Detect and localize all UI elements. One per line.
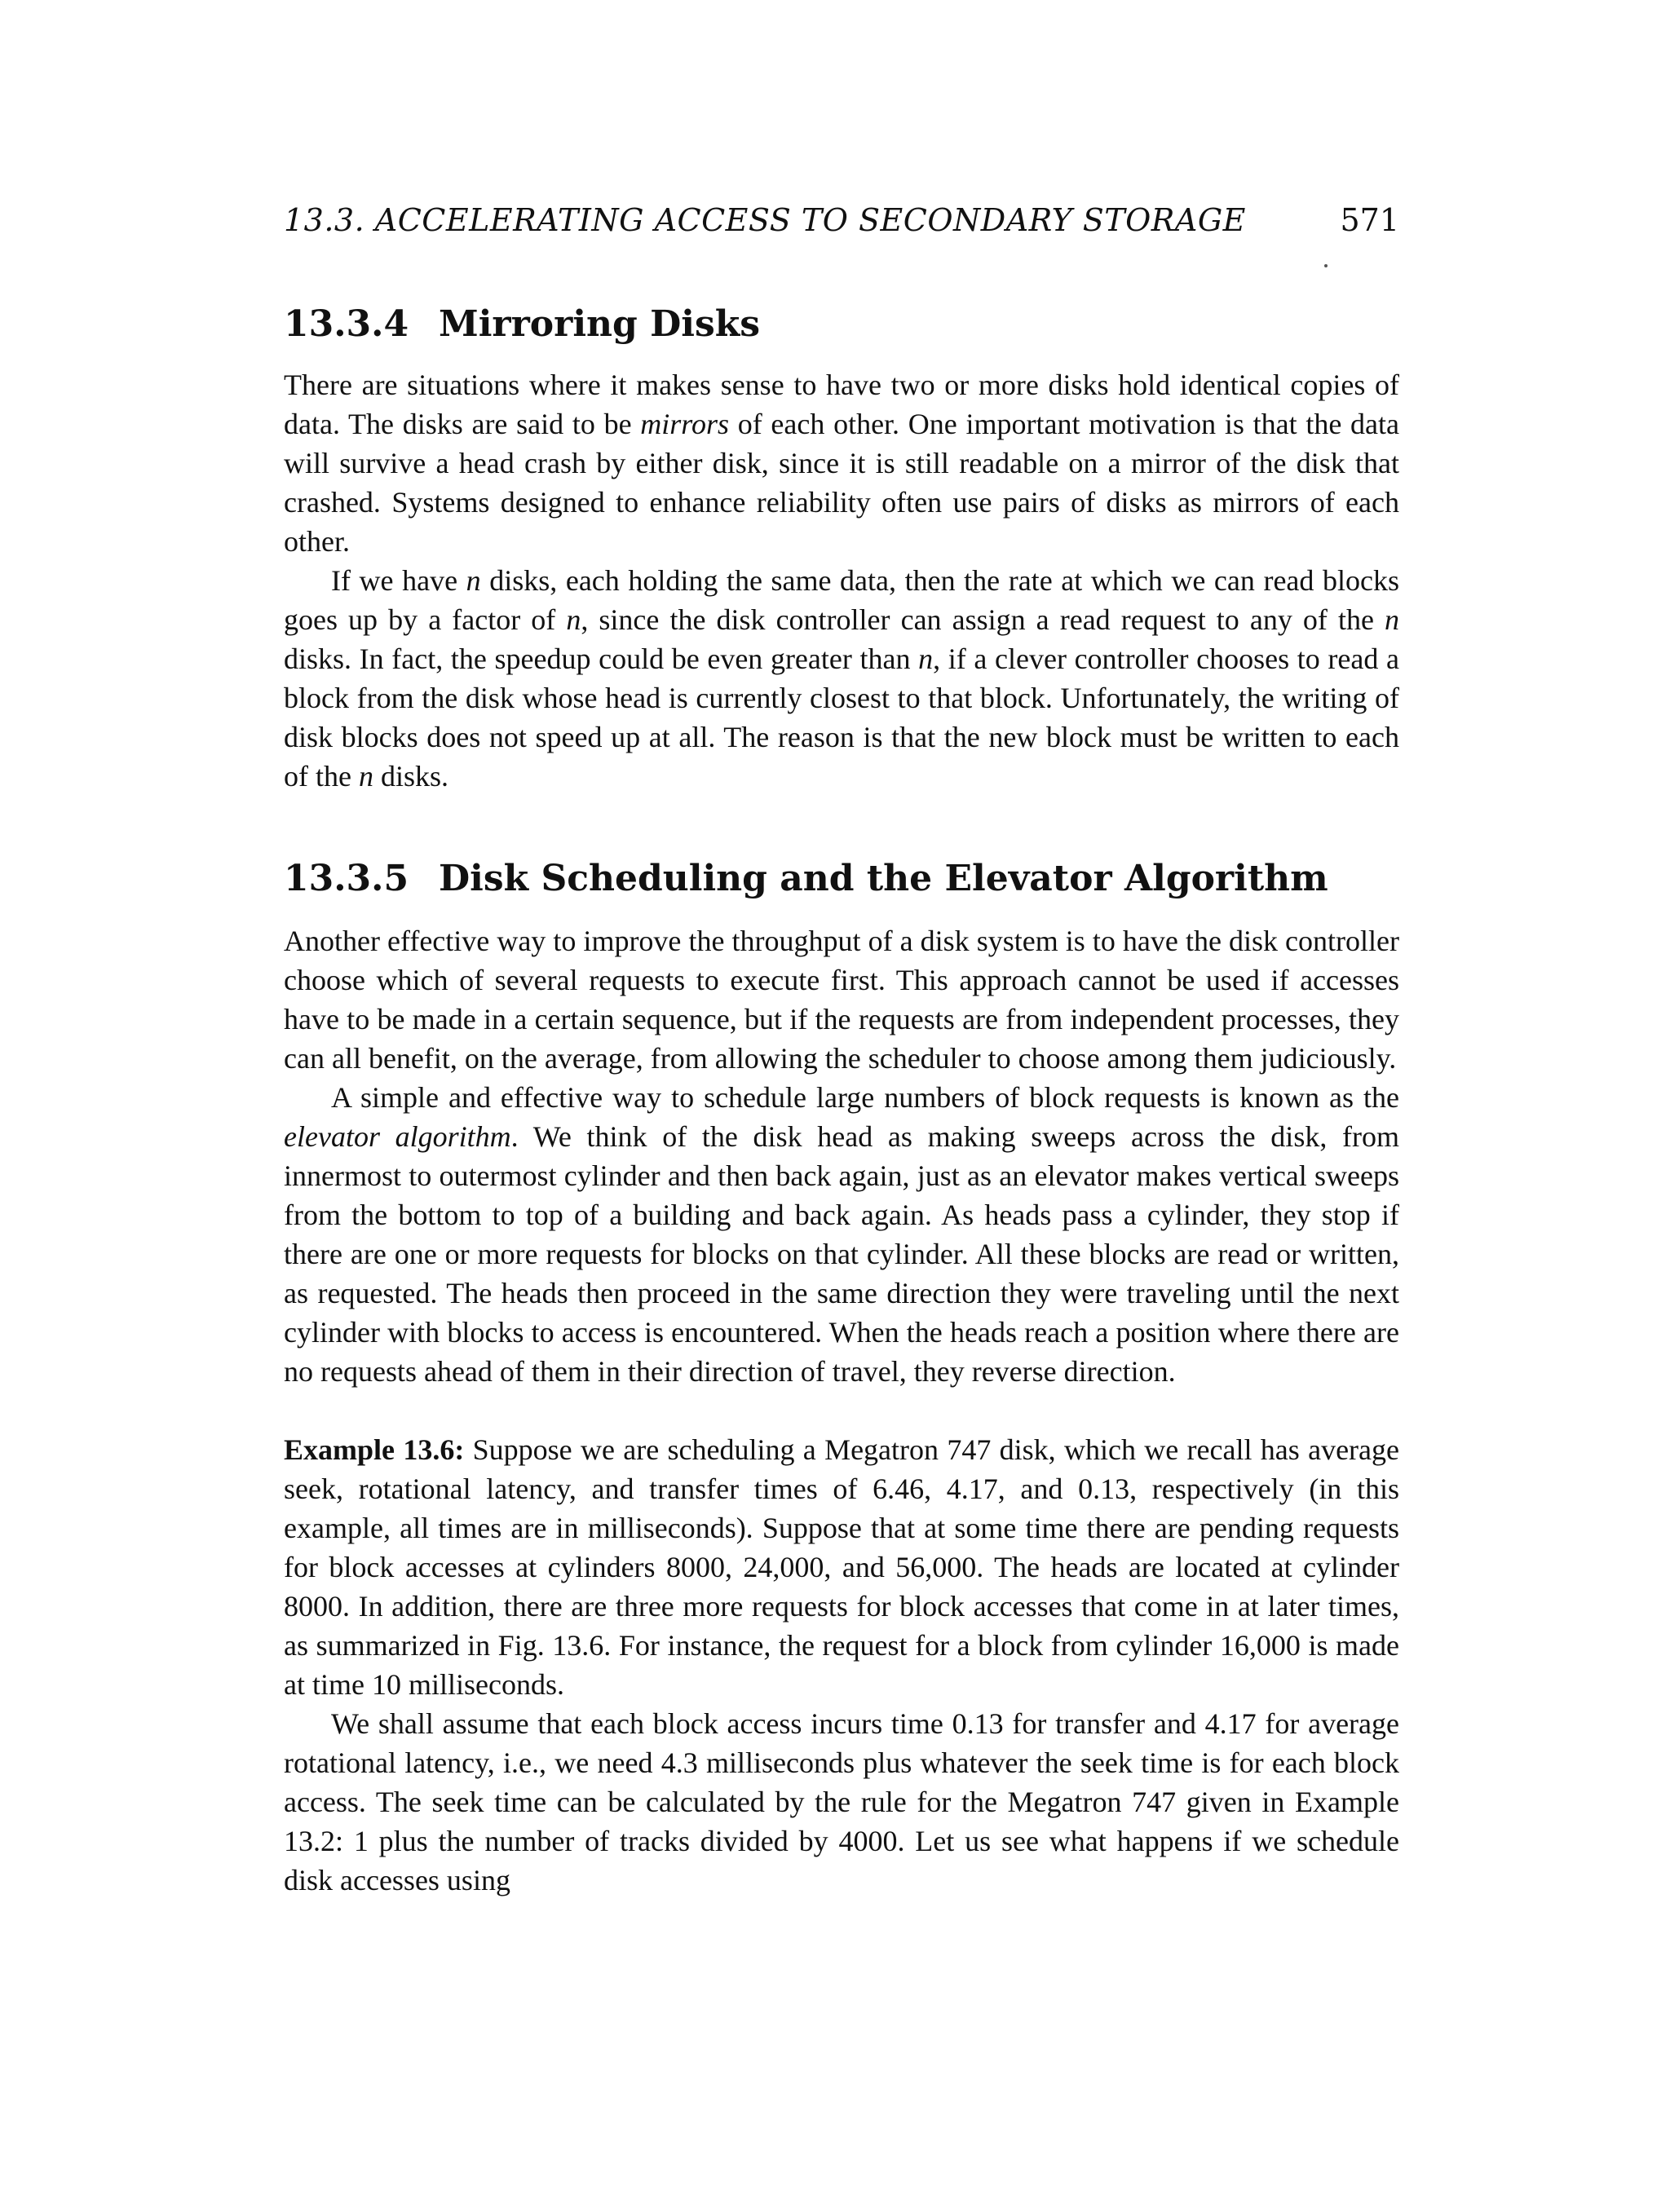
term-mirrors: mirrors xyxy=(640,408,729,440)
paragraph-elevator-algorithm: A simple and effective way to schedule large numbers of block requests is known as the elevator algorithm. We think of the disk head as making sweeps across the disk, from innermost to outermost cylinder and then back again, just as an elevator makes vertical sweeps from the bottom to top of a building and back again. As heads pass a cylinder, they stop if there are one or more requests for blocks on that cylinder. All these blocks are read or written, as requested. The heads then proceed in the same direction they were traveling until the next cylinder with blocks to access is encountered. When the heads reach a position where there are no requests ahead of them in their direction of travel, they reverse direction. xyxy=(284,1081,1400,1388)
page-number: 571 xyxy=(1340,202,1399,238)
paragraph-mirroring-intro: There are situations where it makes sense to have two or more disks hold identical copies of data. The disks are said to be mirrors of each other. One important motivation is that the data will survive a head crash by either disk, since it is still readable on a mirror of the disk that crashed. Systems designed to enhance reliability often use pairs of disks as mirrors of each other. xyxy=(284,369,1399,558)
running-head xyxy=(284,196,1399,245)
paragraph-scheduling-intro: Another effective way to improve the throughput of a disk system is to have the disk controller choose which of several requests to execute first. This approach cannot be used if accesses have to be made in a certain sequence, but if the requests are from independent processes, they can all benefit, on the average, from allowing the scheduler to choose among them judiciously. xyxy=(284,925,1399,1075)
section-heading-mirroring-disks xyxy=(284,302,1399,347)
paragraph-mirroring-speedup: If we have n disks, each holding the same data, then the rate at which we can read blocks goes up by a factor of n, since the disk controller can assign a read request to any of the n disks. In fact, the speedup could be even greater than n, if a clever controller chooses to read a block from the disk whose head is currently closest to that block. Unfortunately, the writing of disk blocks does not speed up at all. The reason is that the new block must be written to each of the n disks. xyxy=(284,564,1400,793)
term-elevator-algorithm: elevator algorithm xyxy=(284,1120,511,1153)
example-label: Example 13.6: xyxy=(284,1433,465,1466)
section-number: 13.3.5 xyxy=(284,858,409,899)
running-head-title: 13.3. ACCELERATING ACCESS TO SECONDARY STORAGE xyxy=(284,202,1246,238)
section-title: Mirroring Disks xyxy=(439,303,761,345)
scan-speck xyxy=(1324,264,1328,267)
book-page xyxy=(284,196,1399,1900)
section-number: 13.3.4 xyxy=(284,303,409,345)
section-title: Disk Scheduling and the Elevator Algorithm xyxy=(439,858,1328,899)
section-heading-disk-scheduling xyxy=(284,856,1399,902)
paragraph-seek-time: We shall assume that each block access incurs time 0.13 for transfer and 4.17 for average rotational latency, i.e., we need 4.3 milliseconds plus whatever the seek time is for each block access. The seek time can be calculated by the rule for the Megatron 747 given in Example 13.2: 1 plus the number of tracks divided by 4000. Let us see what happens if we schedule disk accesses using xyxy=(284,1707,1399,1896)
example-13-6: Example 13.6: Suppose we are scheduling a Megatron 747 disk, which we recall has average seek, rotational latency, and transfer times of 6.46, 4.17, and 0.13, respectively (in this example, all times are in milliseconds). Suppose that at some time there are pending requests for block accesses at cylinders 8000, 24,000, and 56,000. The heads are located at cylinder 8000. In addition, there are three more requests for block accesses that come in at later times, as summarized in Fig. 13.6. For instance, the request for a block from cylinder 16,000 is made at time 10 milliseconds. xyxy=(284,1433,1399,1701)
